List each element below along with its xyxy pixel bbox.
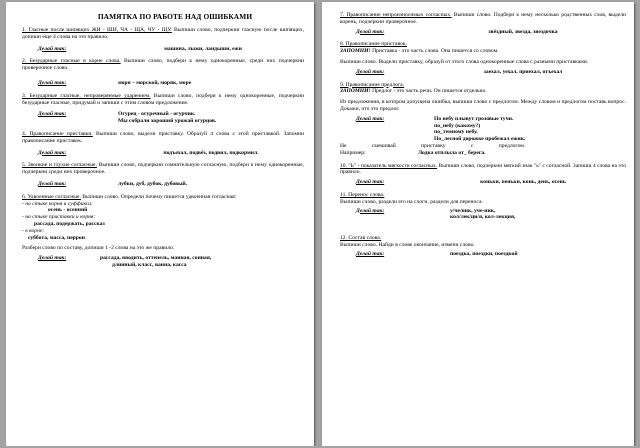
section-3-text: Выпиши слово, подбери к нему однокоренные, подчеркни безударные гласные, придумай и запиши с этим словом предложение. <box>22 92 304 106</box>
section-8-answer: заехал, уехал, приехал, отъехал <box>483 68 563 75</box>
section-9-answer-4: По_лесной дорожке пробежал ежик. <box>434 136 526 143</box>
section-12-text: Выпиши слово. Найди в слове окончание, измени слово. <box>340 241 475 248</box>
section-10 <box>340 163 626 186</box>
section-3-heading: 3. Безударные гласные, непроверяемые ударением. <box>22 92 151 99</box>
section-9-remember: ЗАПОМНИ! <box>340 88 371 95</box>
section-9-heading: 9. Правописание предлога. <box>340 81 405 88</box>
section-10-answer: коньки, пеньки, конь, день, осень <box>480 179 566 186</box>
section-5-heading: 5. Звонкие и глухие согласные. <box>22 162 97 169</box>
section-2-answer: моря – морской, моряк, море <box>118 79 192 86</box>
section-8-remember-text: Приставка - это часть слова. Она пишется со словом. <box>372 48 499 55</box>
section-5-answer: лубки, дуб, дубок, дубовый. <box>118 180 188 187</box>
section-7-heading: 7. Правописание непроизносимых согласных. <box>340 12 452 18</box>
section-5-text: Выпиши слово, подчеркни сомнительную согласную, подбери к нему однокоренные, подчеркни среди них проверочное. <box>22 162 304 176</box>
section-12-answer: поездка, поездки, поездкой <box>450 250 518 257</box>
section-9-example: Лодка отплыла от_ берега. <box>418 149 486 156</box>
right-page <box>322 2 634 448</box>
section-4 <box>22 131 304 156</box>
section-1 <box>22 27 304 52</box>
section-3-answer-2: Мы собрали хороший урожай огурцов. <box>118 118 217 125</box>
section-4-text: Выпиши слово, выдели приставку. Образуй 4 слова с этой приставкой. Запомни правописание приставок. <box>22 130 305 144</box>
section-6-bullet-1: - на стыке корня и суффикса: <box>22 200 93 207</box>
section-9-answer-3: по_темному небу. <box>434 129 478 136</box>
section-6-answer-1: рассада, вводить, оттепель, манная, сонная, <box>100 255 212 262</box>
section-4-heading: 4. Правописание приставки. <box>22 130 93 137</box>
section-3 <box>22 93 304 125</box>
section-7-text: Выпиши слово. Подбери к нему несколько родственных слов, выдели корень, подчеркни проверочное. <box>340 12 626 25</box>
section-11 <box>340 192 626 221</box>
section-9-example-label: Например: <box>340 149 366 156</box>
section-6-text-2: Разбери слово по составу, допиши 1 -2 слова на это же правило. <box>22 245 175 252</box>
section-7 <box>340 12 626 35</box>
section-11-heading: 11. Перенос слова. <box>340 191 385 198</box>
section-9-answer-2: по_небу (какому?) <box>434 122 481 129</box>
section-9-text: Из предложения, в котором допущена ошибка, выпиши слово с предлогом. Между словом и предлогом поставь вопрос. Докажи, что это предлог. <box>340 99 626 112</box>
section-1-label: Делай так: <box>38 45 67 52</box>
section-12-heading: 12. Состав слова. <box>340 235 382 242</box>
section-6-bullet-3: - в корне: <box>22 227 45 234</box>
page-title: ПАМЯТКА ПО РАБОТЕ НАД ОШИБКАМИ <box>97 12 253 21</box>
section-8-heading: 8. Правописание приставок. <box>340 41 407 48</box>
section-12-label: Делай так: <box>356 250 385 257</box>
section-8-label: Делай так: <box>356 68 385 75</box>
section-12 <box>340 235 626 257</box>
left-page <box>6 2 314 448</box>
section-6-bullet-2: - на стыке приставки и корня: <box>22 214 96 221</box>
section-6-example-3: суббота, масса, перрон <box>28 234 85 241</box>
section-6 <box>22 194 304 269</box>
section-10-heading: 10. "Ь" - показатель мягкости согласных. <box>340 162 438 169</box>
section-3-label: Делай так: <box>38 111 67 118</box>
section-8-remember: ЗАПОМНИ! <box>340 48 371 55</box>
section-8-text: Выпиши слово. Выдели приставку, образуй от этого слова однокоренные слова с разными приставками. <box>340 58 589 65</box>
section-6-text: Выпиши слово. Определи почему пишется удвоенная согласная: <box>82 193 237 200</box>
section-9-answer-1: По небу плывут грозовые тучи. <box>434 115 514 122</box>
section-4-label: Делай так: <box>38 149 67 156</box>
section-5 <box>22 162 304 187</box>
section-2-text: Выпиши слово, подбери к нему однокоренные, среди них подчеркни проверочное слово. <box>22 58 305 72</box>
section-1-answer: машина, лыжи, ландыши, ежи <box>164 45 242 52</box>
section-10-label: Делай так: <box>356 179 385 186</box>
section-8 <box>340 41 626 75</box>
section-2-label: Делай так: <box>38 79 67 86</box>
section-6-label: Делай так: <box>38 255 67 262</box>
section-2-heading: 2. Безударные гласные в корне слова. <box>22 58 121 65</box>
section-1-text: Выпиши слово, подчеркни гласную после шипящих, допиши еще 4 слова на это правило. <box>22 27 304 40</box>
section-11-answer-2: кол/лек/ци/я, кол-лекция, <box>450 214 516 221</box>
section-6-answer-2: длинный, класс, ванна, касса <box>112 261 187 268</box>
section-6-heading: 6. Удвоенные согласные. <box>22 193 81 200</box>
section-9 <box>340 82 626 157</box>
section-3-answer-1: Огурец - огуречный - огурчик. <box>118 111 196 118</box>
section-11-answer-1: у/че/ник, уче-ник, <box>450 207 496 214</box>
section-6-example-1: осень - осенний <box>48 207 88 214</box>
section-7-answer: звёздный, звезда, звездочка <box>488 28 558 35</box>
section-9-label: Делай так: <box>356 115 385 122</box>
section-4-answer: подъехал, подвёз, подвил, подкормил. <box>163 149 259 156</box>
section-6-example-2: рассада, подержать, рассказ <box>34 220 105 227</box>
section-2 <box>22 58 304 86</box>
section-7-label: Делай так: <box>356 28 385 35</box>
section-11-text: Выпиши слово, раздели его на слоги, раздели для переноса. <box>340 198 483 205</box>
section-9-note: Не смешивай приставку с предлогом. <box>340 142 526 149</box>
section-9-remember-text: Предлог - это часть речи. Он пишется отдельно. <box>372 88 487 95</box>
section-1-heading: 1. Гласные после шипящих ЖИ - ШИ, ЧА - ЩА, ЧУ - ЩУ. <box>22 27 172 33</box>
section-5-label: Делай так: <box>38 180 67 187</box>
section-11-label: Делай так: <box>356 207 385 214</box>
section-10-text: Выпиши слово, подчеркни мягкий знак "ь" с согласной. Запиши 4 слова на это правило. <box>340 162 626 176</box>
